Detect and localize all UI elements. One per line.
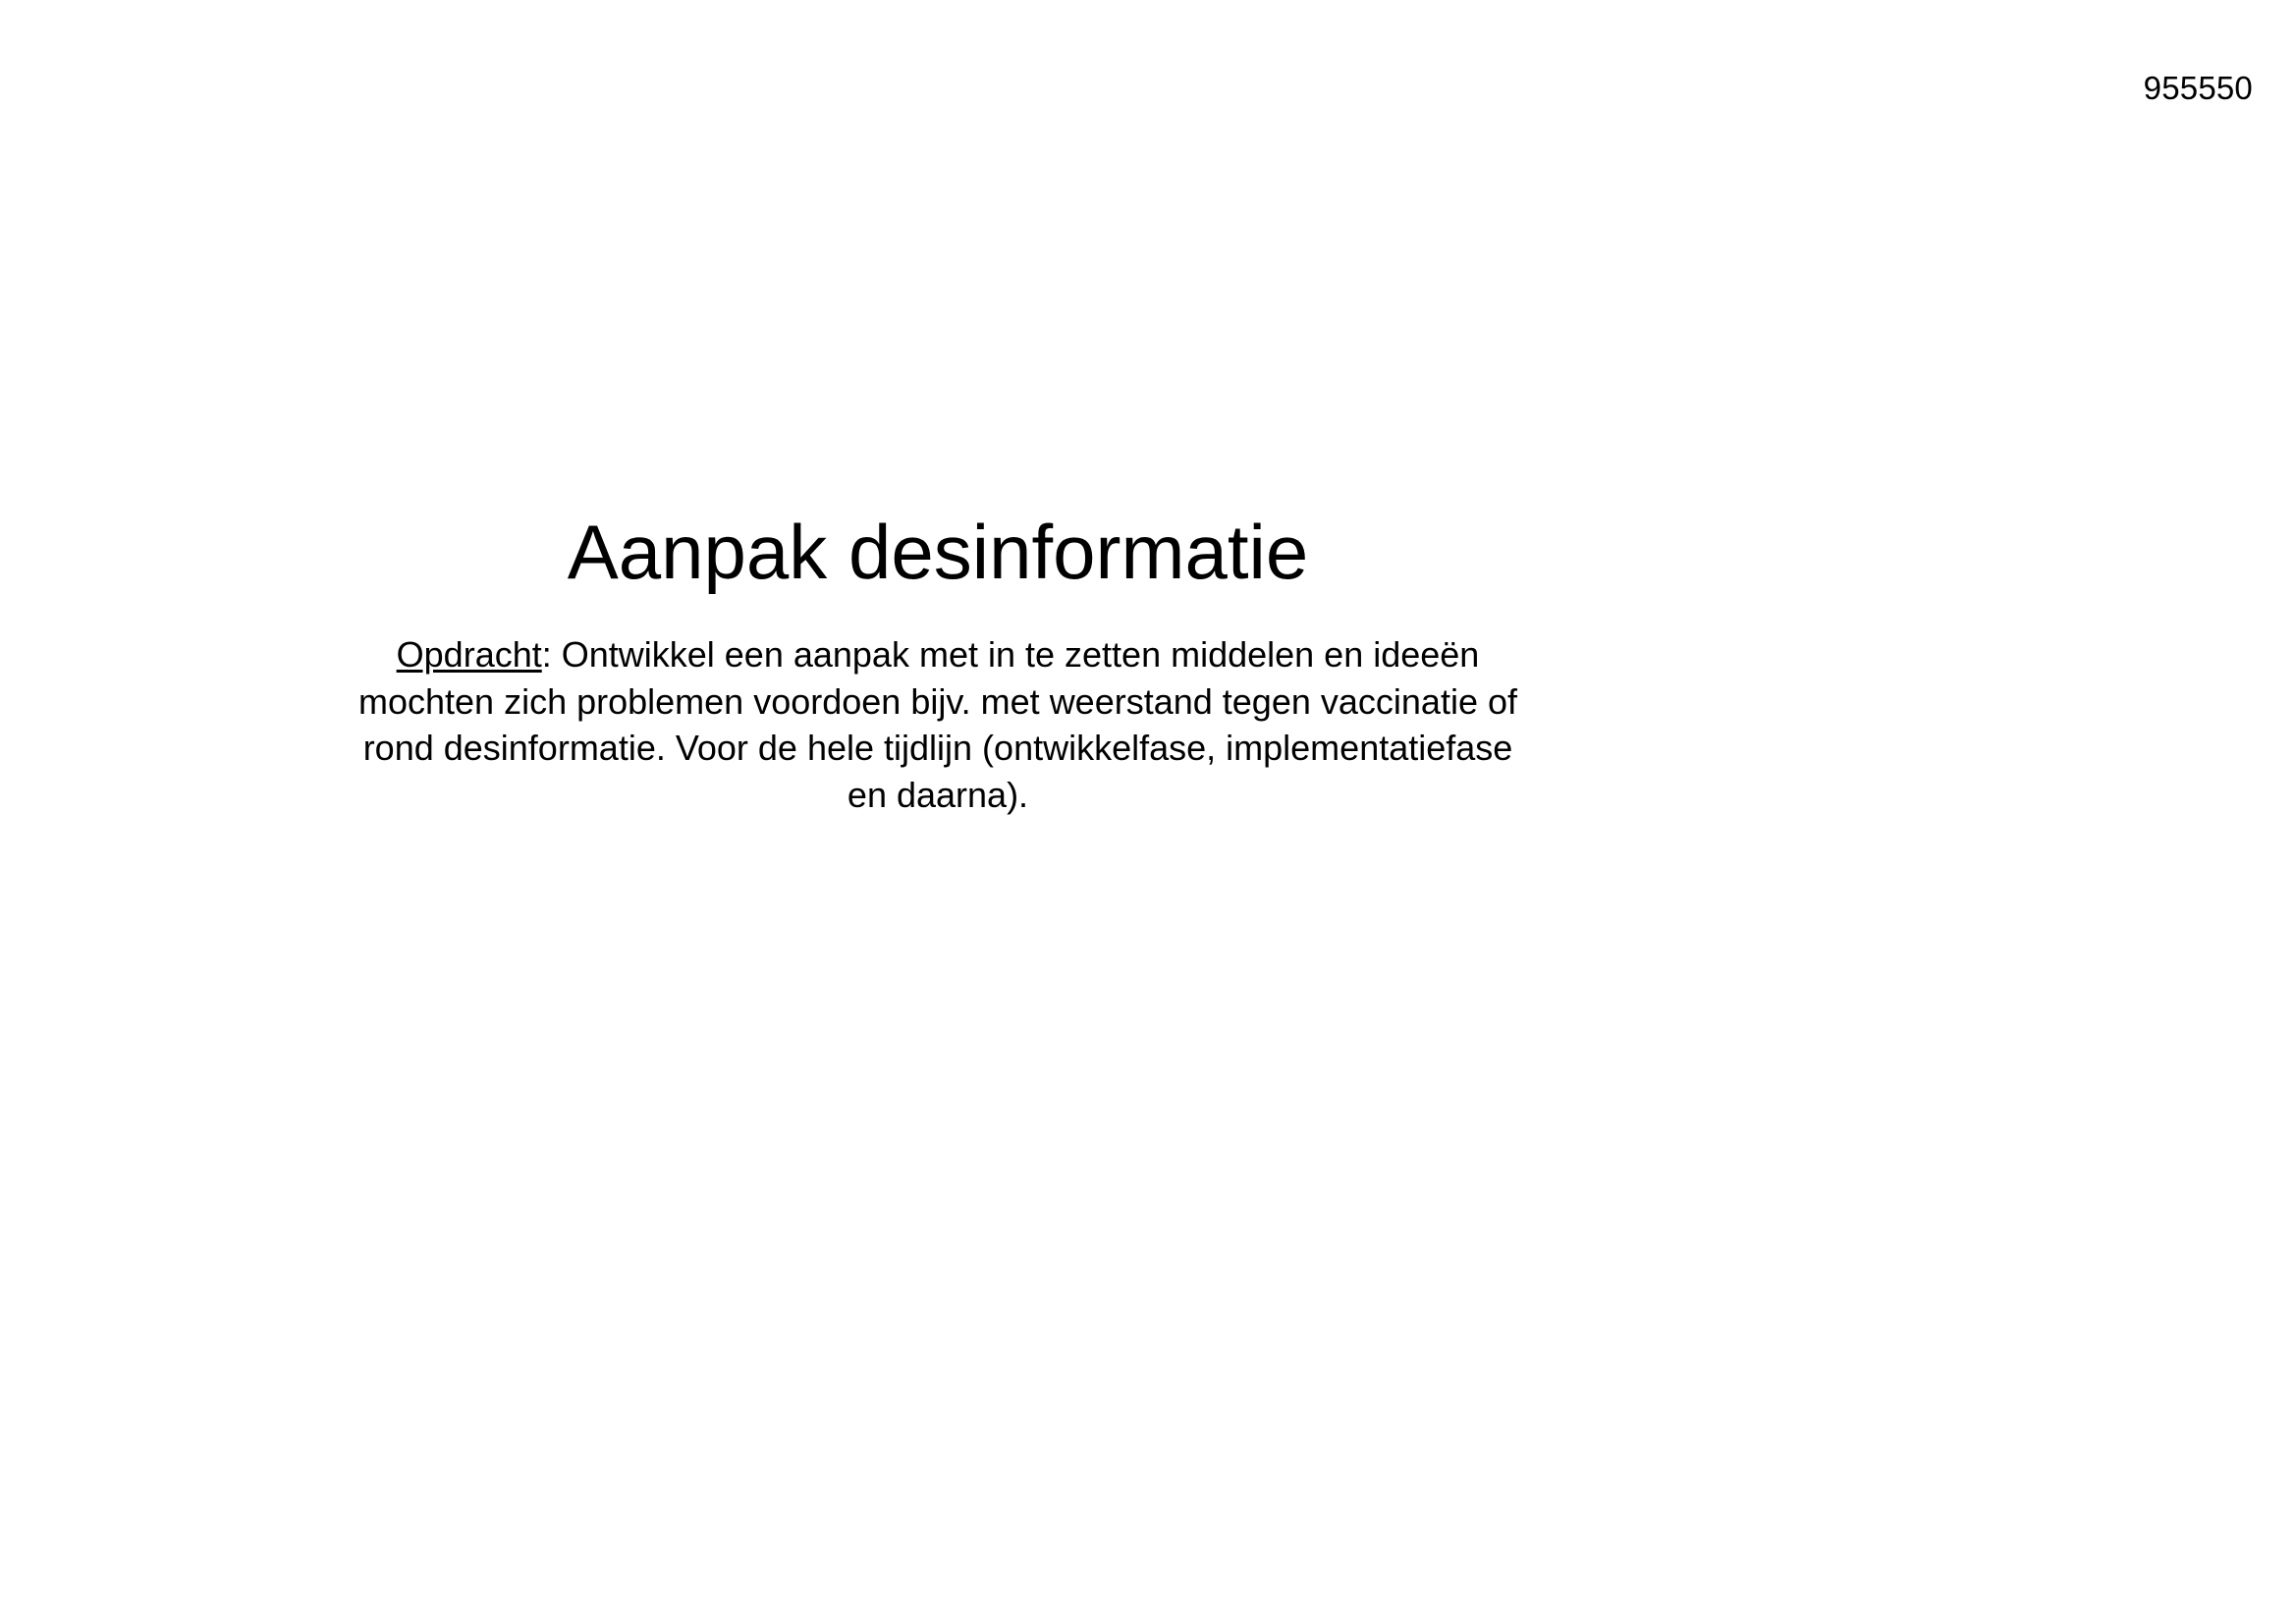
assignment-label: Opdracht xyxy=(396,634,542,675)
page-title: Aanpak desinformatie xyxy=(567,509,1309,596)
slide-body-paragraph xyxy=(339,631,1537,818)
document-id-number: 955550 xyxy=(2143,70,2253,106)
assignment-text: : Ontwikkel een aanpak met in te zetten middelen en ideeën mochten zich problemen voordoen bijv. met weerstand tegen vaccinatie of rond desinformatie. Voor de hele tijdlijn (ontwikkelfase, implementatiefase en daarna). xyxy=(358,634,1517,815)
